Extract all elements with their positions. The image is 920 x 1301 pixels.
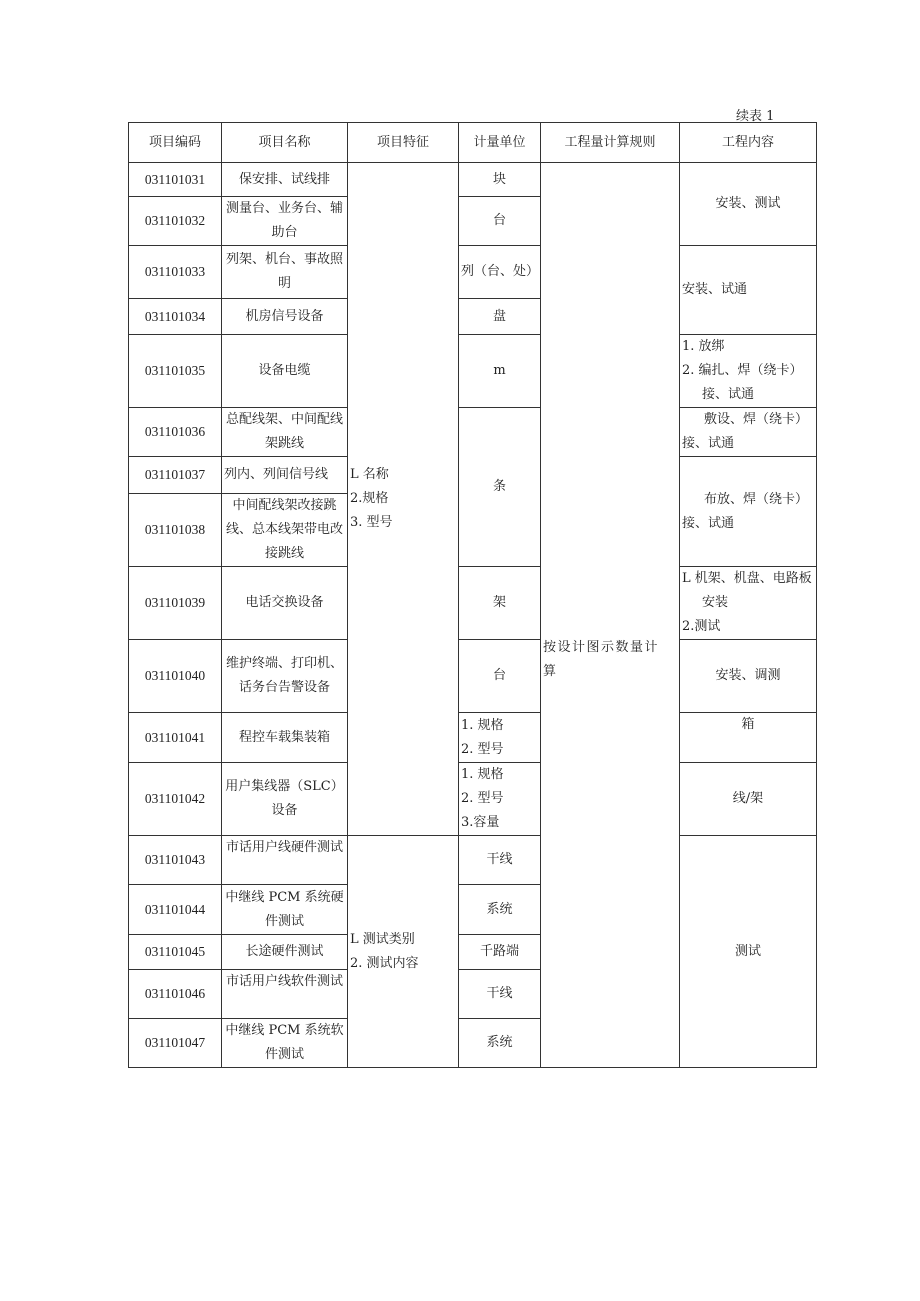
item-name: 电话交换设备 — [222, 567, 348, 640]
table-row — [129, 408, 817, 457]
item-name: 用户集线器（SLC） 设备 — [222, 763, 348, 836]
table-row — [129, 163, 817, 197]
table-row — [129, 567, 817, 640]
item-unit: 台 — [459, 640, 541, 713]
item-name: 设备电缆 — [222, 335, 348, 408]
item-name: 机房信号设备 — [222, 299, 348, 335]
item-code: 031101046 — [129, 970, 222, 1019]
data-table — [128, 122, 817, 1068]
item-name: 列架、机台、事故照 明 — [222, 246, 348, 299]
header-cell: 项目编码 — [129, 123, 222, 163]
item-code: 031101034 — [129, 299, 222, 335]
item-unit: 架 — [459, 567, 541, 640]
item-name: 测量台、业务台、辅 助台 — [222, 197, 348, 246]
work-content: 测试 — [680, 836, 817, 1068]
item-unit: m — [459, 335, 541, 408]
item-code: 031101044 — [129, 885, 222, 935]
item-unit: 系统 — [459, 1019, 541, 1068]
item-code: 031101033 — [129, 246, 222, 299]
item-code: 031101031 — [129, 163, 222, 197]
table-row — [129, 713, 817, 763]
item-unit: 列（台、处） — [459, 246, 541, 299]
item-unit: 条 — [459, 408, 541, 567]
item-name: 中继线 PCM 系统硬 件测试 — [222, 885, 348, 935]
work-content: 敷设、焊（绕卡） 接、试通 — [680, 408, 817, 457]
item-unit: 线/架 — [680, 763, 817, 836]
item-code: 031101040 — [129, 640, 222, 713]
item-features: L 测试类别 2. 测试内容 — [348, 836, 459, 1068]
work-content: 安装、试通 — [680, 246, 817, 335]
item-code: 031101043 — [129, 836, 222, 885]
item-name: 长途硬件测试 — [222, 935, 348, 970]
item-code: 031101038 — [129, 494, 222, 567]
work-content: 1. 放绑 2. 编扎、焊（绕卡） 接、试通 — [680, 335, 817, 408]
work-content: 布放、焊（绕卡） 接、试通 — [680, 457, 817, 567]
item-code: 031101041 — [129, 713, 222, 763]
item-code: 031101042 — [129, 763, 222, 836]
item-features: 1. 规格 2. 型号 — [459, 713, 541, 763]
item-unit: 系统 — [459, 885, 541, 935]
header-cell: 工程内容 — [680, 123, 817, 163]
item-name: 程控车载集装箱 — [222, 713, 348, 763]
table-row — [129, 640, 817, 713]
item-code: 031101037 — [129, 457, 222, 494]
item-code: 031101047 — [129, 1019, 222, 1068]
item-code: 031101035 — [129, 335, 222, 408]
item-name: 列内、列间信号线 — [222, 457, 348, 494]
item-features: 1. 规格 2. 型号 3.容量 — [459, 763, 541, 836]
work-content: 安装、测试 — [680, 163, 817, 246]
item-name: 中间配线架改接跳 线、总本线架带电改 接跳线 — [222, 494, 348, 567]
item-code: 031101032 — [129, 197, 222, 246]
item-name: 维护终端、打印机、 话务台告警设备 — [222, 640, 348, 713]
item-features: L 名称 2.规格 3. 型号 — [348, 163, 459, 836]
header-cell: 项目名称 — [222, 123, 348, 163]
table-header-row — [129, 123, 817, 163]
header-cell: 项目特征 — [348, 123, 459, 163]
calculation-rule: 按设计图示数量计 算 — [541, 163, 680, 1068]
table-row — [129, 836, 817, 885]
item-unit: 盘 — [459, 299, 541, 335]
item-code: 031101045 — [129, 935, 222, 970]
work-content: L 机架、机盘、电路板 安装 2.测试 — [680, 567, 817, 640]
work-content: 安装、调测 — [680, 640, 817, 713]
item-name: 市话用户线硬件测试 — [222, 836, 348, 885]
item-unit: 干线 — [459, 836, 541, 885]
item-name: 总配线架、中间配线 架跳线 — [222, 408, 348, 457]
item-unit: 台 — [459, 197, 541, 246]
item-code: 031101036 — [129, 408, 222, 457]
item-unit: 千路端 — [459, 935, 541, 970]
item-unit: 箱 — [680, 713, 817, 763]
item-unit: 块 — [459, 163, 541, 197]
table-row — [129, 763, 817, 836]
table-row — [129, 335, 817, 408]
item-name: 保安排、试线排 — [222, 163, 348, 197]
item-code: 031101039 — [129, 567, 222, 640]
table-caption: 续表 1 — [736, 109, 775, 124]
header-cell: 工程量计算规则 — [541, 123, 680, 163]
item-name: 中继线 PCM 系统软 件测试 — [222, 1019, 348, 1068]
item-name: 市话用户线软件测试 — [222, 970, 348, 1019]
header-cell: 计量单位 — [459, 123, 541, 163]
table-row — [129, 246, 817, 299]
item-unit: 干线 — [459, 970, 541, 1019]
